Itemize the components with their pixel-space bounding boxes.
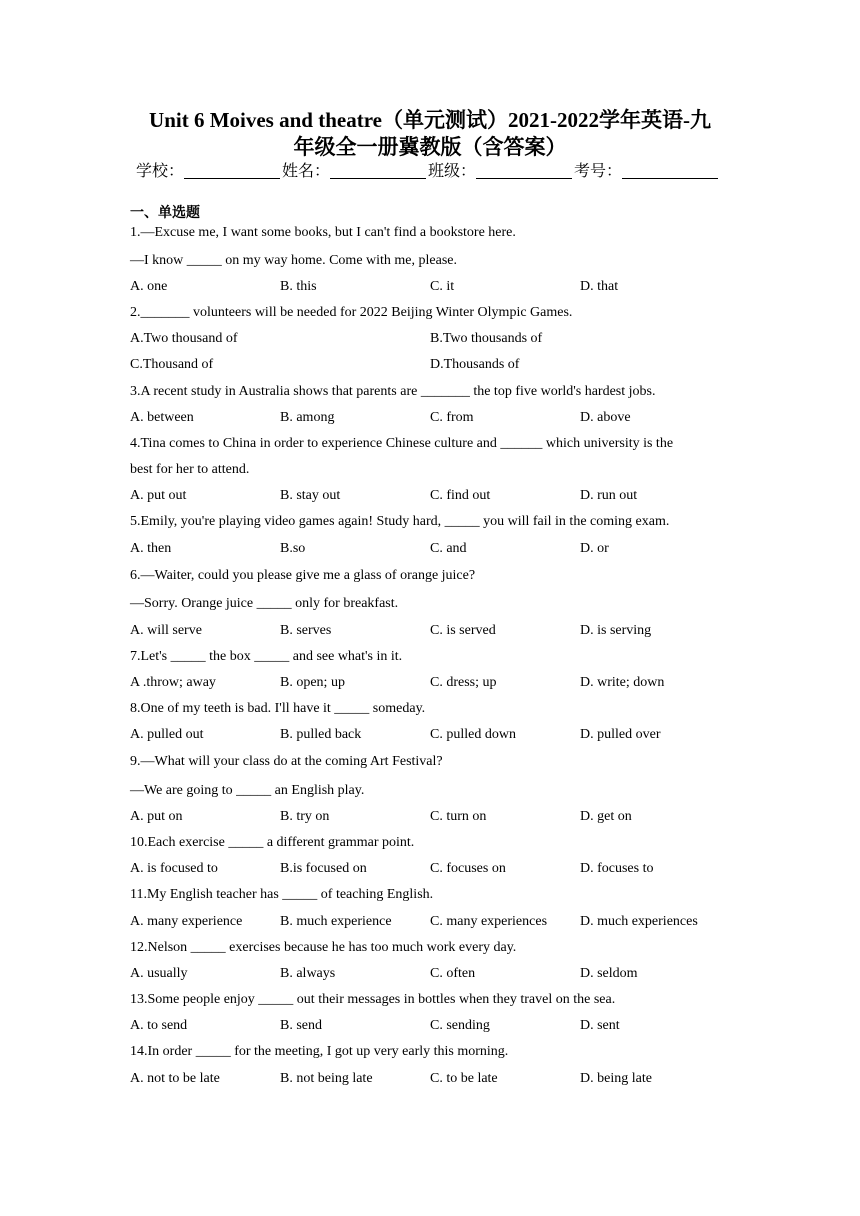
question-3-option-c: C. from (430, 410, 474, 425)
student-info-row (136, 160, 720, 184)
question-6-option-d: D. is serving (580, 623, 652, 638)
question-8-option-b: B. pulled back (280, 727, 362, 742)
question-7-option-c: C. dress; up (430, 675, 497, 690)
question-9-stem-line-2: —We are going to _____ an English play. (130, 783, 365, 798)
question-3-option-a: A. between (130, 410, 194, 425)
question-8-option-c: C. pulled down (430, 727, 516, 742)
question-11-option-b: B. much experience (280, 914, 392, 929)
number-blank[interactable] (622, 161, 718, 179)
question-10-stem: 10.Each exercise _____ a different grammar point. (130, 835, 415, 850)
question-7-option-a: A .throw; away (130, 675, 216, 690)
question-3-option-b: B. among (280, 410, 335, 425)
question-6-option-c: C. is served (430, 623, 496, 638)
question-5-option-d: D. or (580, 541, 609, 556)
class-label: 班级： (428, 163, 477, 180)
question-6-option-b: B. serves (280, 623, 332, 638)
question-7-stem: 7.Let's _____ the box _____ and see what's in it. (130, 649, 403, 664)
question-11-stem: 11.My English teacher has _____ of teaching English. (130, 887, 434, 902)
question-2-option-b: B.Two thousands of (430, 331, 543, 346)
question-14-stem: 14.In order _____ for the meeting, I got up very early this morning. (130, 1044, 509, 1059)
question-8-stem: 8.One of my teeth is bad. I'll have it _____ someday. (130, 701, 426, 716)
question-13-option-a: A. to send (130, 1018, 188, 1033)
question-14-option-c: C. to be late (430, 1071, 498, 1086)
question-13-option-d: D. sent (580, 1018, 620, 1033)
question-4-option-b: B. stay out (280, 488, 341, 503)
question-9-stem-line-1: 9.—What will your class do at the coming Art Festival? (130, 754, 443, 769)
question-6-stem-line-2: —Sorry. Orange juice _____ only for breakfast. (130, 596, 399, 611)
question-5-stem: 5.Emily, you're playing video games again! Study hard, _____ you will fail in the coming exam. (130, 514, 670, 529)
question-3-stem: 3.A recent study in Australia shows that parents are _______ the top five world's hardest jobs. (130, 384, 656, 399)
question-8-option-d: D. pulled over (580, 727, 661, 742)
document-title-line-1: Unit 6 Moives and theatre（单元测试）2021-2022学年英语-九 (149, 108, 711, 132)
class-blank[interactable] (476, 161, 572, 179)
question-3-option-d: D. above (580, 410, 631, 425)
question-7-option-b: B. open; up (280, 675, 345, 690)
question-1-stem-line-1: 1.—Excuse me, I want some books, but I can't find a bookstore here. (130, 225, 516, 240)
name-blank[interactable] (330, 161, 426, 179)
question-11-option-c: C. many experiences (430, 914, 548, 929)
question-2-option-a: A.Two thousand of (130, 331, 238, 346)
question-9-option-d: D. get on (580, 809, 632, 824)
question-4-stem-line-2: best for her to attend. (130, 462, 250, 477)
question-1-option-c: C. it (430, 279, 455, 294)
question-12-option-a: A. usually (130, 966, 188, 981)
question-5-option-a: A. then (130, 541, 172, 556)
question-2-option-d: D.Thousands of (430, 357, 520, 372)
question-9-option-c: C. turn on (430, 809, 487, 824)
question-5-option-b: B.so (280, 541, 306, 556)
question-8-option-a: A. pulled out (130, 727, 204, 742)
question-13-option-c: C. sending (430, 1018, 490, 1033)
question-4-option-d: D. run out (580, 488, 638, 503)
question-13-stem: 13.Some people enjoy _____ out their messages in bottles when they travel on the sea. (130, 992, 616, 1007)
question-11-option-a: A. many experience (130, 914, 243, 929)
question-12-stem: 12.Nelson _____ exercises because he has too much work every day. (130, 940, 517, 955)
question-9-option-b: B. try on (280, 809, 330, 824)
question-2-option-c: C.Thousand of (130, 357, 214, 372)
school-blank[interactable] (184, 161, 280, 179)
question-11-option-d: D. much experiences (580, 914, 698, 929)
question-9-option-a: A. put on (130, 809, 183, 824)
question-6-option-a: A. will serve (130, 623, 202, 638)
question-14-option-a: A. not to be late (130, 1071, 220, 1086)
question-12-option-b: B. always (280, 966, 336, 981)
question-10-option-b: B.is focused on (280, 861, 367, 876)
question-2-stem: 2._______ volunteers will be needed for 2022 Beijing Winter Olympic Games. (130, 305, 573, 320)
number-label: 考号： (574, 163, 623, 180)
question-4-option-c: C. find out (430, 488, 491, 503)
question-4-option-a: A. put out (130, 488, 187, 503)
question-6-stem-line-1: 6.—Waiter, could you please give me a glass of orange juice? (130, 568, 476, 583)
question-12-option-c: C. often (430, 966, 476, 981)
question-12-option-d: D. seldom (580, 966, 638, 981)
question-13-option-b: B. send (280, 1018, 322, 1033)
question-10-option-a: A. is focused to (130, 861, 218, 876)
question-10-option-c: C. focuses on (430, 861, 506, 876)
question-10-option-d: D. focuses to (580, 861, 654, 876)
section-heading: 一、单选题 (130, 205, 200, 221)
question-1-option-b: B. this (280, 279, 317, 294)
question-4-stem-line-1: 4.Tina comes to China in order to experience Chinese culture and ______ which university is the (130, 436, 674, 451)
question-7-option-d: D. write; down (580, 675, 665, 690)
question-14-option-b: B. not being late (280, 1071, 373, 1086)
document-title-line-2: 年级全一册冀教版（含答案） (293, 135, 567, 159)
school-label: 学校： (136, 163, 185, 180)
question-5-option-c: C. and (430, 541, 467, 556)
question-1-option-a: A. one (130, 279, 168, 294)
name-label: 姓名： (282, 163, 331, 180)
question-1-option-d: D. that (580, 279, 619, 294)
question-1-stem-line-2: —I know _____ on my way home. Come with me, please. (130, 253, 458, 268)
question-14-option-d: D. being late (580, 1071, 652, 1086)
